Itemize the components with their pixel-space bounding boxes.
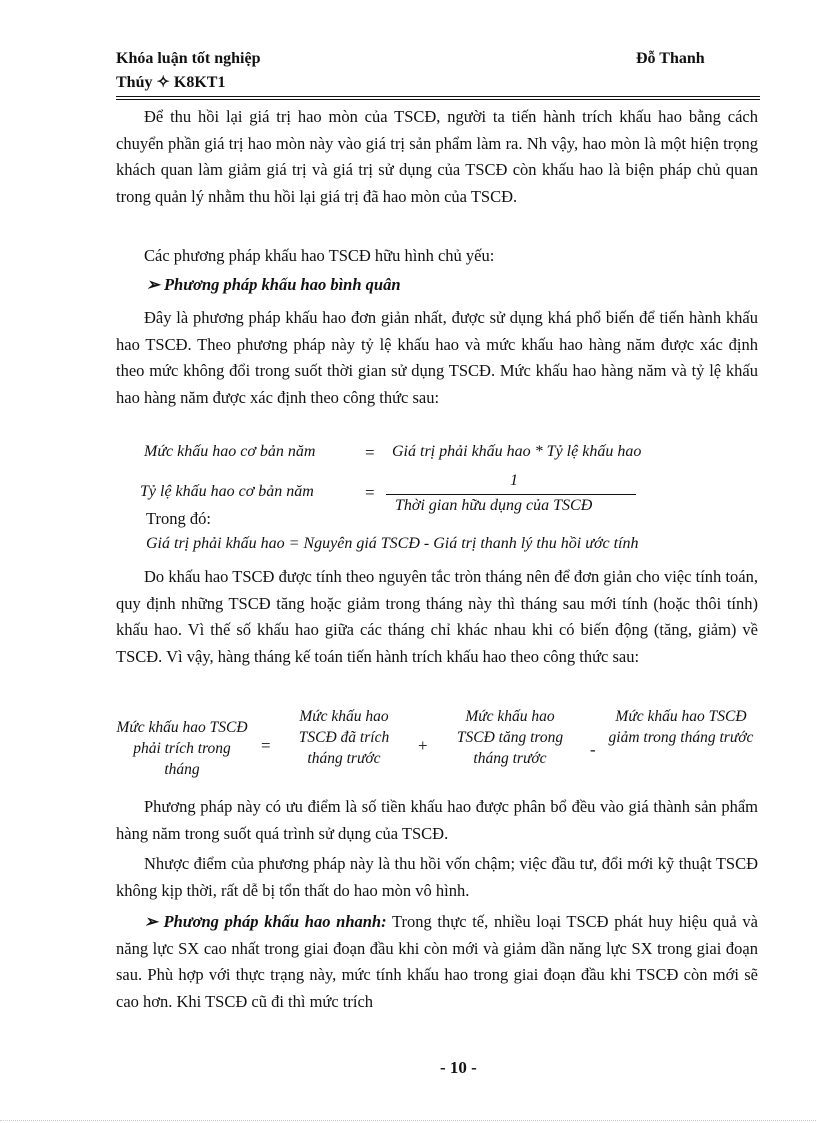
formula4-term-a: Mức khấu hao TSCĐ đã trích tháng trước [298, 708, 390, 767]
page-number: - 10 - [440, 1058, 477, 1077]
header-rule [116, 96, 760, 100]
formula1-right: Giá trị phải khấu hao * Tỷ lệ khấu hao [392, 443, 642, 460]
formula4-left-term: Mức khấu hao TSCĐ phải trích trong tháng [116, 719, 248, 778]
paragraph-2: Các phương pháp khấu hao TSCĐ hữu hình chủ yếu: [144, 246, 495, 265]
formula3: Giá trị phải khấu hao = Nguyên giá TSCĐ - Giá trị thanh lý thu hồi ước tính [146, 535, 639, 552]
header-title: Khóa luận tốt nghiệp [116, 50, 261, 67]
heading-straight-line-method: ➢ Phương pháp khấu hao bình quân [146, 275, 401, 294]
formula2-denominator: Thời gian hữu dụng của TSCĐ [395, 497, 593, 514]
paragraph-7 [116, 909, 758, 1015]
header-author-class: Thúy ✧ K8KT1 [116, 74, 226, 91]
formula4-minus: - [590, 740, 596, 759]
formula1-left: Mức khấu hao cơ bản năm [144, 443, 316, 460]
heading-accelerated-method: ➢ Phương pháp khấu hao nhanh: [144, 912, 387, 931]
header-author: Đỗ Thanh [636, 50, 705, 67]
paragraph-7-text: Trong thực tế, nhiều loại TSCĐ phát huy hiệu quả và năng lực SX cao nhất trong giai đoạn đầu khi còn mới và giảm dần năng lực SX trong giai đoạn sau. Phù hợp với thực trạng này, mức tính khấu hao trong giai đoạn đầu khi TSCĐ còn mới sẽ cao hơn. Khi TSCĐ cũ đi thì mức trích [116, 912, 759, 1011]
formula2-numerator: 1 [510, 472, 518, 489]
formula4-equals: = [261, 736, 271, 755]
paragraph-3: Đây là phương pháp khấu hao đơn giản nhất, được sử dụng khá phổ biến để tiến hành khấu hao TSCĐ. Theo phương pháp này tỷ lệ khấu hao và mức khấu hao hàng năm được xác định theo mức không đổi trong suốt thời gian sử dụng TSCĐ. Mức khấu hao hàng năm và tỷ lệ khấu hao hàng năm được xác định theo công thức sau: [116, 308, 758, 407]
paragraph-1: Để thu hồi lại giá trị hao mòn của TSCĐ, người ta tiến hành trích khấu hao bằng cách chuyển phần giá trị hao mòn này vào giá trị sản phẩm làm ra. Nh vậy, hao mòn là một hiện trọng khách quan làm giảm giá trị và giá trị sử dụng của TSCĐ còn khấu hao là biện pháp chủ quan trong quản lý nhằm thu hồi lại giá trị đã hao mòn của TSCĐ. [116, 107, 758, 206]
formula4-term-c: Mức khấu hao TSCĐ giảm trong tháng trước [608, 708, 754, 746]
trong-do-label: Trong đó: [146, 509, 211, 528]
paragraph-5: Phương pháp này có ưu điểm là số tiền khấu hao được phân bổ đều vào giá thành sản phẩm hàng năm trong suốt quá trình sử dụng của TSCĐ. [116, 797, 758, 843]
formula2-equals: = [365, 483, 375, 502]
paragraph-6: Nhược điểm của phương pháp này là thu hồi vốn chậm; việc đầu tư, đổi mới kỹ thuật TSCĐ không kịp thời, rất dễ bị tổn thất do hao mòn vô hình. [116, 854, 758, 900]
formula1-equals: = [365, 443, 375, 462]
formula4-term-b: Mức khấu hao TSCĐ tăng trong tháng trước [456, 708, 564, 767]
bottom-rule [0, 1120, 816, 1121]
formula2-left: Tỷ lệ khấu hao cơ bản năm [140, 483, 314, 500]
paragraph-4: Do khấu hao TSCĐ được tính theo nguyên tắc tròn tháng nên để đơn giản cho việc tính toán, quy định những TSCĐ tăng hoặc giảm trong tháng này thì tháng sau mới tính (hoặc thôi tính) khấu hao. Vì thế số khấu hao giữa các tháng chỉ khác nhau khi có biến động (tăng, giảm) về TSCĐ. Vì vậy, hàng tháng kế toán tiến hành trích khấu hao theo công thức sau: [116, 567, 758, 666]
formula2-fraction-bar [386, 494, 636, 495]
formula4-plus: + [418, 736, 428, 755]
